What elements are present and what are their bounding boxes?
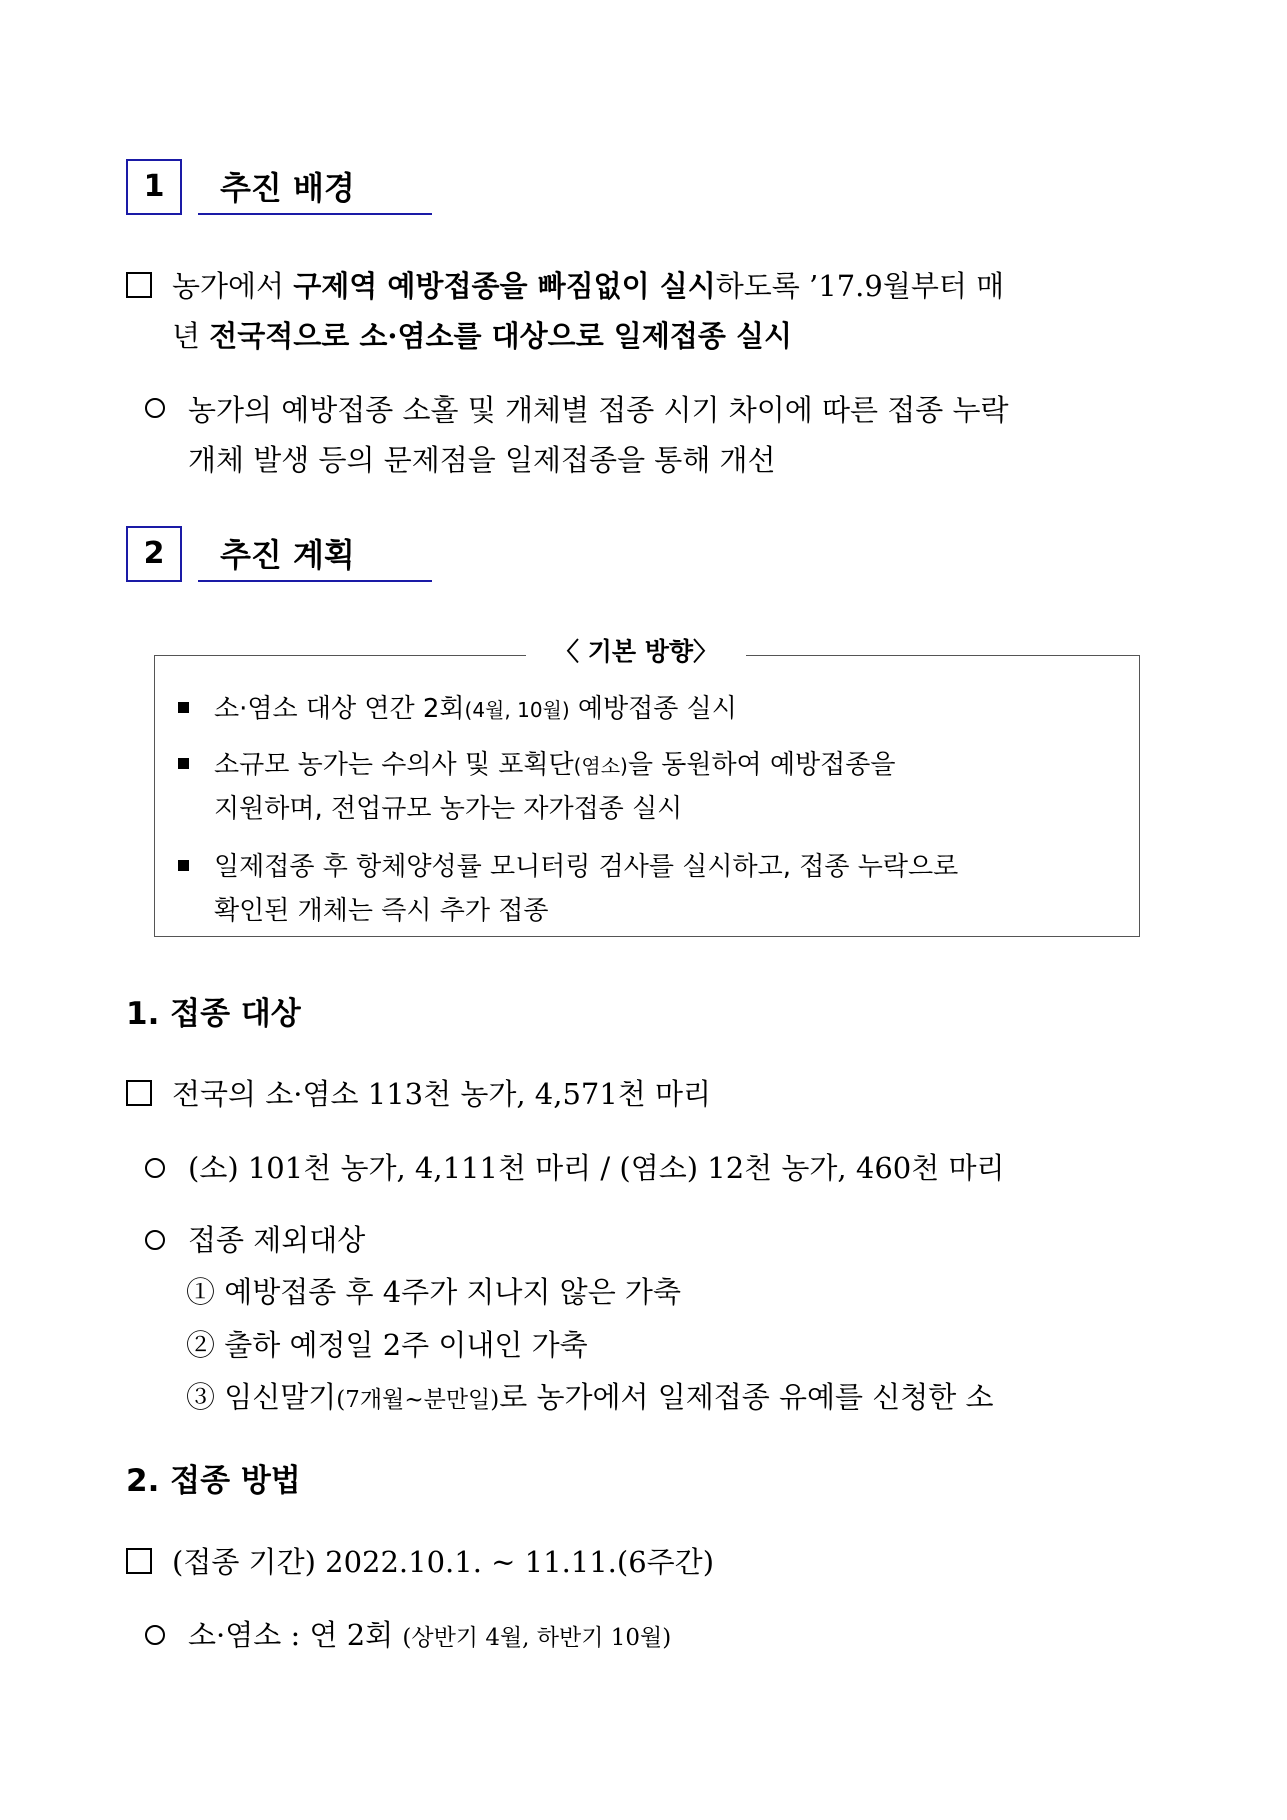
method-item: (접종 기간) 2022.10.1. ~ 11.11.(6주간) bbox=[172, 1545, 715, 1579]
section-underline bbox=[198, 213, 432, 215]
exclusion-item-3: ③ 임신말기(7개월~분만일)로 농가에서 일제접종 유예를 신청한 소 bbox=[186, 1380, 994, 1414]
target-item: 전국의 소·염소 113천 농가, 4,571천 마리 bbox=[172, 1077, 712, 1111]
square-bullet-icon bbox=[126, 1548, 152, 1574]
direction-item-3-line1: 일제접종 후 항체양성률 모니터링 검사를 실시하고, 접종 누락으로 bbox=[214, 852, 959, 882]
section-underline bbox=[198, 580, 432, 582]
filled-square-bullet-icon bbox=[178, 758, 189, 769]
target-sub-2: 접종 제외대상 bbox=[188, 1223, 366, 1257]
method-sub-1: 소·염소 : 연 2회 (상반기 4월, 하반기 10월) bbox=[188, 1618, 672, 1652]
background-item-line1: 농가에서 구제역 예방접종을 빠짐없이 실시하도록 ’17.9월부터 매 bbox=[172, 269, 1005, 303]
background-sub-line2: 개체 발생 등의 문제점을 일제접종을 통해 개선 bbox=[188, 443, 776, 477]
exclusion-item-2: ② 출하 예정일 2주 이내인 가축 bbox=[186, 1328, 588, 1362]
direction-item-2-line1: 소규모 농가는 수의사 및 포획단(염소)을 동원하여 예방접종을 bbox=[214, 750, 896, 780]
section-number-box: 2 bbox=[126, 526, 182, 582]
circle-bullet-icon bbox=[145, 1230, 165, 1250]
background-sub-line1: 농가의 예방접종 소홀 및 개체별 접종 시기 차이에 따른 접종 누락 bbox=[188, 393, 1009, 427]
direction-item-1: 소·염소 대상 연간 2회(4월, 10월) 예방접종 실시 bbox=[214, 694, 737, 724]
exclusion-item-1: ① 예방접종 후 4주가 지나지 않은 가축 bbox=[186, 1275, 681, 1309]
square-bullet-icon bbox=[126, 272, 152, 298]
background-item-line2: 년 전국적으로 소·염소를 대상으로 일제접종 실시 bbox=[172, 319, 792, 353]
circle-bullet-icon bbox=[145, 1158, 165, 1178]
section-number-box: 1 bbox=[126, 159, 182, 215]
filled-square-bullet-icon bbox=[178, 702, 189, 713]
circle-bullet-icon bbox=[145, 1625, 165, 1645]
direction-item-2-line2: 지원하며, 전업규모 농가는 자가접종 실시 bbox=[214, 794, 683, 824]
square-bullet-icon bbox=[126, 1080, 152, 1106]
filled-square-bullet-icon bbox=[178, 860, 189, 871]
circle-bullet-icon bbox=[145, 398, 165, 418]
subsection-heading: 2. 접종 방법 bbox=[126, 1463, 301, 1499]
target-sub-1: (소) 101천 농가, 4,111천 마리 / (염소) 12천 농가, 460천 마리 bbox=[188, 1151, 1005, 1185]
basic-direction-title: 〈 기본 방향〉 bbox=[526, 632, 746, 668]
direction-item-3-line2: 확인된 개체는 즉시 추가 접종 bbox=[214, 896, 549, 926]
section-title: 추진 계획 bbox=[220, 536, 355, 574]
subsection-heading: 1. 접종 대상 bbox=[126, 996, 301, 1032]
section-title: 추진 배경 bbox=[220, 169, 355, 207]
